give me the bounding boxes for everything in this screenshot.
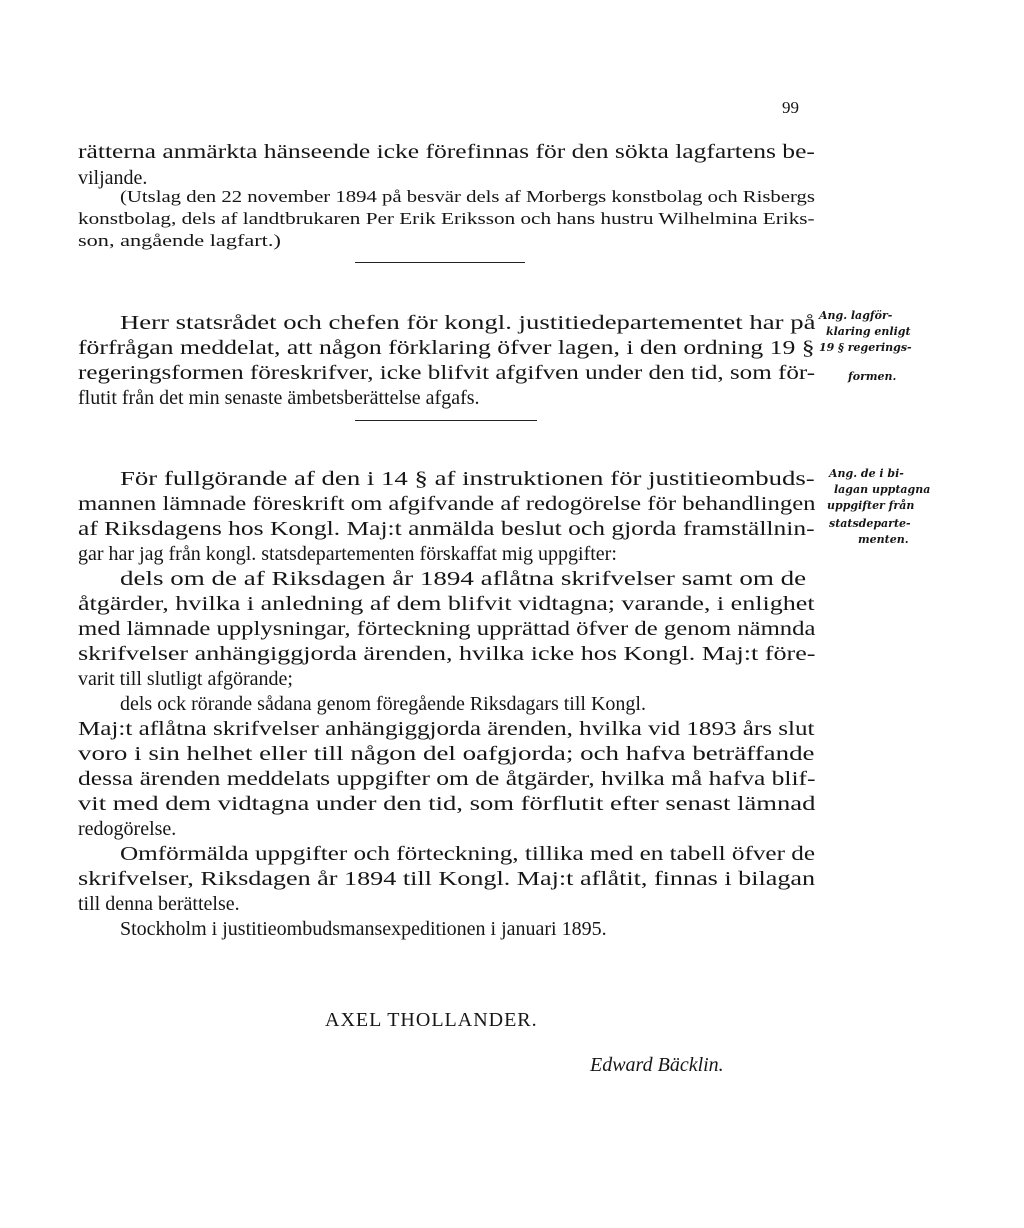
section-divider xyxy=(355,420,537,421)
body-line: förfrågan meddelat, att någon förklaring öfver lagen, i den ordning 19 § xyxy=(78,337,815,359)
body-line: skrifvelser anhängiggjorda ärenden, hvilka icke hos Kongl. Maj:t före- xyxy=(78,643,816,665)
signature: AXEL THOLLANDER. xyxy=(325,1009,538,1031)
body-line: viljande. xyxy=(78,167,148,189)
section-divider xyxy=(355,262,525,263)
countersignature: Edward Bäcklin. xyxy=(590,1054,724,1076)
page-number: 99 xyxy=(782,98,799,117)
note-line: (Utslag den 22 november 1894 på besvär dels af Morbergs konstbolag och Risbergs xyxy=(120,187,815,206)
body-line: gar har jag från kongl. statsdepartementen förskaffat mig uppgifter: xyxy=(78,543,617,565)
body-line: skrifvelser, Riksdagen år 1894 till Kongl. Maj:t aflåtit, finnas i bilagan xyxy=(78,868,816,890)
body-line: till denna berättelse. xyxy=(78,893,240,915)
body-line: åtgärder, hvilka i anledning af dem blifvit vidtagna; varande, i enlighet xyxy=(78,593,815,615)
body-line: För fullgörande af den i 14 § af instruktionen för justitieombuds- xyxy=(120,468,815,490)
note-line: konstbolag, dels af landtbrukaren Per Erik Eriksson och hans hustru Wilhelmina Eriks- xyxy=(78,209,815,228)
body-line: Stockholm i justitieombudsmansexpeditionen i januari 1895. xyxy=(120,918,607,940)
body-line: dels om de af Riksdagen år 1894 aflåtna skrifvelser samt om de xyxy=(120,568,807,590)
note-line: son, angående lagfart.) xyxy=(78,231,281,250)
margin-note-line: formen. xyxy=(848,370,897,383)
margin-note-line: klaring enligt xyxy=(826,325,911,338)
body-line: redogörelse. xyxy=(78,818,177,840)
margin-note-line: Ang. de i bi- xyxy=(829,467,904,480)
margin-note-line: statsdeparte- xyxy=(829,517,911,530)
margin-note-line: menten. xyxy=(858,533,909,546)
body-line: dessa ärenden meddelats uppgifter om de åtgärder, hvilka må hafva blif- xyxy=(78,768,816,790)
margin-note-line: 19 § regerings- xyxy=(819,341,912,354)
body-line: Herr statsrådet och chefen för kongl. justitiedepartementet har på xyxy=(120,312,816,334)
margin-note-line: Ang. lagför- xyxy=(819,309,893,322)
body-line: med lämnade upplysningar, förteckning upprättad öfver de genom nämnda xyxy=(78,618,816,640)
body-line: rätterna anmärkta hänseende icke förefinnas för den sökta lagfartens be- xyxy=(78,141,815,163)
body-line: voro i sin helhet eller till någon del oafgjorda; och hafva beträffande xyxy=(78,743,815,765)
body-line: dels ock rörande sådana genom föregående Riksdagars till Kongl. xyxy=(120,693,646,715)
body-line: varit till slutligt afgörande; xyxy=(78,668,293,690)
body-line: regeringsformen föreskrifver, icke blifvit afgifven under den tid, som för- xyxy=(78,362,816,384)
body-line: Omförmälda uppgifter och förteckning, tillika med en tabell öfver de xyxy=(120,843,816,865)
margin-note-line: uppgifter från xyxy=(827,499,915,512)
body-line: flutit från det min senaste ämbetsberättelse afgafs. xyxy=(78,387,480,409)
margin-note-line: lagan upptagna xyxy=(834,483,931,496)
body-line: af Riksdagens hos Kongl. Maj:t anmälda beslut och gjorda framställnin- xyxy=(78,518,815,540)
body-line: mannen lämnade föreskrift om afgifvande af redogörelse för behandlingen xyxy=(78,493,816,515)
body-line: Maj:t aflåtna skrifvelser anhängiggjorda ärenden, hvilka vid 1893 års slut xyxy=(78,718,815,740)
body-line: vit med dem vidtagna under den tid, som förflutit efter senast lämnad xyxy=(78,793,816,815)
